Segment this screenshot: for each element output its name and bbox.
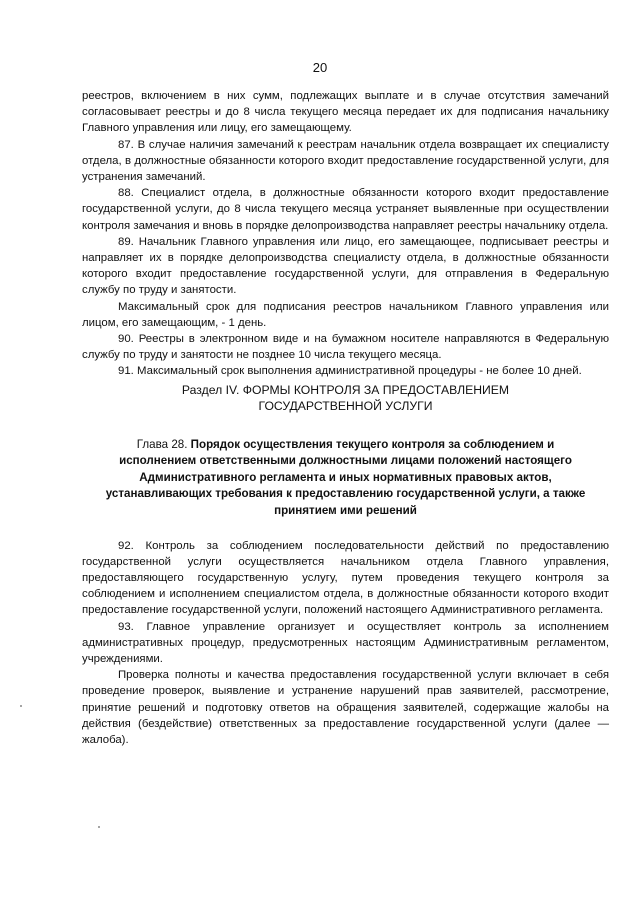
paragraph-91: 91. Максимальный срок выполнения административной процедуры - не более 10 дней. xyxy=(118,365,582,378)
paragraph-87: 87. В случае наличия замечаний к реестрам начальник отдела возвращает их специалисту отдела, в должностные обязанности которого входит предоставление государственной услуги, для устранения замечаний. xyxy=(82,138,609,184)
chapter-number: Глава 28. xyxy=(136,437,191,451)
paragraph-90: 90. Реестры в электронном виде и на бумажном носителе направляются в Федеральную службу по труду и занятости не позднее 10 числа текущего месяца. xyxy=(82,333,609,362)
scan-speck xyxy=(20,705,22,707)
chapter-title: Порядок осуществления текущего контроля за соблюдением и исполнением ответственными должностными лицами положений настоящего Административного регламента и иных нормативных правовых актов, устанавливающих требования к предоставлению государственной услуги, а также принятием ими решений xyxy=(105,437,586,518)
paragraph-92: 92. Контроль за соблюдением последовательности действий по предоставлению государственной услуги осуществляется начальником отдела Главного управления, предоставляющего государственную услугу, путем проведения текущего контроля за соблюдением и исполнением специалистом отдела, в должностные обязанности которого входит предоставление государственной услуги, положений настоящего Административного регламента. xyxy=(82,539,609,617)
section-heading xyxy=(82,382,609,415)
section-heading-line-1: Раздел IV. ФОРМЫ КОНТРОЛЯ ЗА ПРЕДОСТАВЛЕНИЕМ xyxy=(181,382,510,397)
spacer xyxy=(82,520,609,538)
page-number: 20 xyxy=(312,60,328,75)
paragraph-max-term: Максимальный срок для подписания реестров начальником Главного управления или лицом, его замещающим, - 1 день. xyxy=(82,300,609,329)
section-heading-line-2: ГОСУДАРСТВЕННОЙ УСЛУГИ xyxy=(258,399,433,414)
paragraph-89: 89. Начальник Главного управления или лицо, его замещающее, подписывает реестры и направляет их в порядке делопроизводства специалисту отдела, в должностные обязанности которого входит предоставление государственной услуги, для отправления в Федеральную службу по труду и занятости. xyxy=(82,235,609,297)
paragraph-88: 88. Специалист отдела, в должностные обязанности которого входит предоставление государственной услуги, до 8 числа текущего месяца устраняет выявленные при осуществлении контроля замечания и вновь в порядке делопроизводства направляет реестры начальнику отдела. xyxy=(82,187,609,232)
scan-speck xyxy=(98,826,100,828)
paragraph-continuation: реестров, включением в них сумм, подлежащих выплате и в случае отсутствия замечаний согласовывает реестры и до 8 числа текущего месяца передает их для подписания начальнику Главного управления или лицу, его замещающему. xyxy=(82,90,609,135)
paragraph-inspection: Проверка полноты и качества предоставления государственной услуги включает в себя проведение проверок, выявление и устранение нарушений прав заявителей, рассмотрение, принятие решений и подготовку ответов на обращения заявителей, содержащие жалобы на действия (бездействие) ответственных за предоставление государственной услуги (далее — жалоба). xyxy=(82,669,609,747)
chapter-heading xyxy=(82,437,609,520)
paragraph-93: 93. Главное управление организует и осуществляет контроль за исполнением административных процедур, предусмотренных настоящим Административным регламентом, учреждениями. xyxy=(82,620,609,666)
document-body xyxy=(82,88,609,748)
